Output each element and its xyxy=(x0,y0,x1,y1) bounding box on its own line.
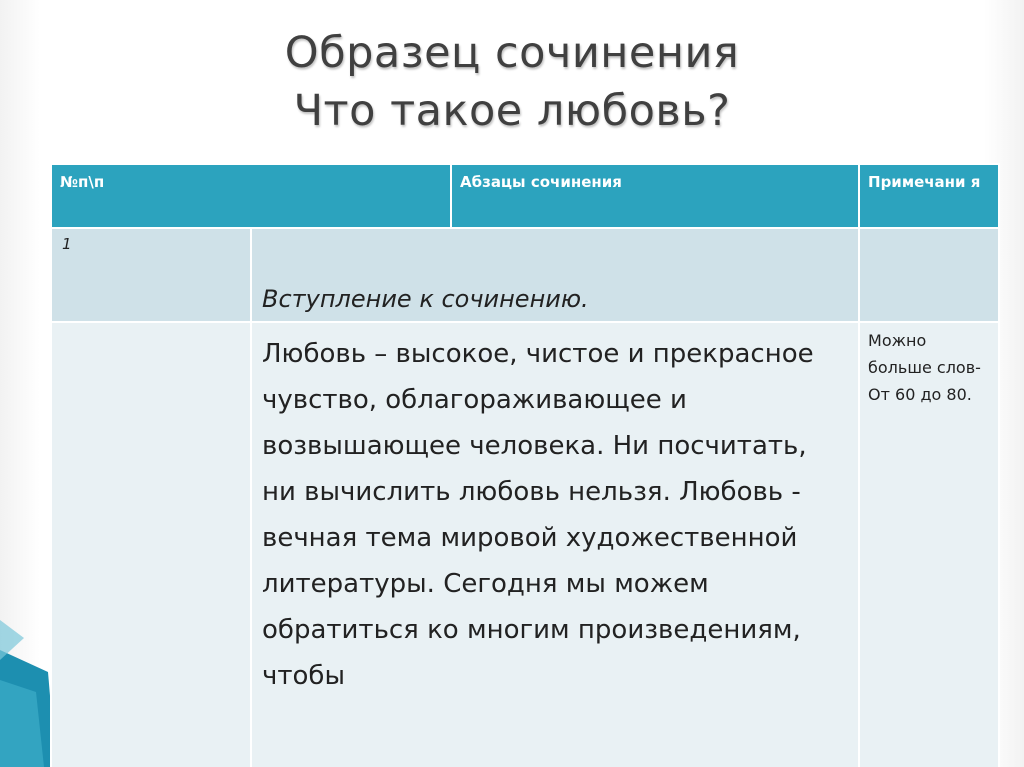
slide-title xyxy=(0,24,1024,140)
paragraph-text: Любовь – высокое, чистое и прекрасное чувство, облагораживающее и возвышающее человека. Ни посчитать, ни вычислить любовь нельзя. Любовь - вечная тема мировой художественной литературы. Сегодня мы можем обратиться ко многим произведениям, чтобы xyxy=(262,339,814,691)
paragraph-cell xyxy=(251,228,859,322)
table-row xyxy=(51,322,999,767)
header-number: №п\п xyxy=(51,164,451,228)
intro-text: Вступление к сочинению. xyxy=(262,285,589,313)
note-text xyxy=(860,229,998,233)
title-line-1: Образец сочинения xyxy=(284,28,740,78)
row-number xyxy=(52,323,250,329)
title-line-2: Что такое любовь? xyxy=(293,86,731,136)
table-row xyxy=(51,228,999,322)
note-cell xyxy=(859,322,999,767)
paragraph-cell xyxy=(251,322,859,767)
row-number-cell xyxy=(51,322,251,767)
row-number-cell xyxy=(51,228,251,322)
row-number: 1 xyxy=(62,235,72,253)
table-header-row xyxy=(51,164,999,228)
note-text: Можно больше слов-От 60 до 80. xyxy=(868,331,981,404)
note-cell xyxy=(859,228,999,322)
header-notes: Примечани я xyxy=(859,164,999,228)
header-paragraphs: Абзацы сочинения xyxy=(451,164,859,228)
essay-table xyxy=(50,163,1000,767)
corner-decoration xyxy=(0,620,56,767)
